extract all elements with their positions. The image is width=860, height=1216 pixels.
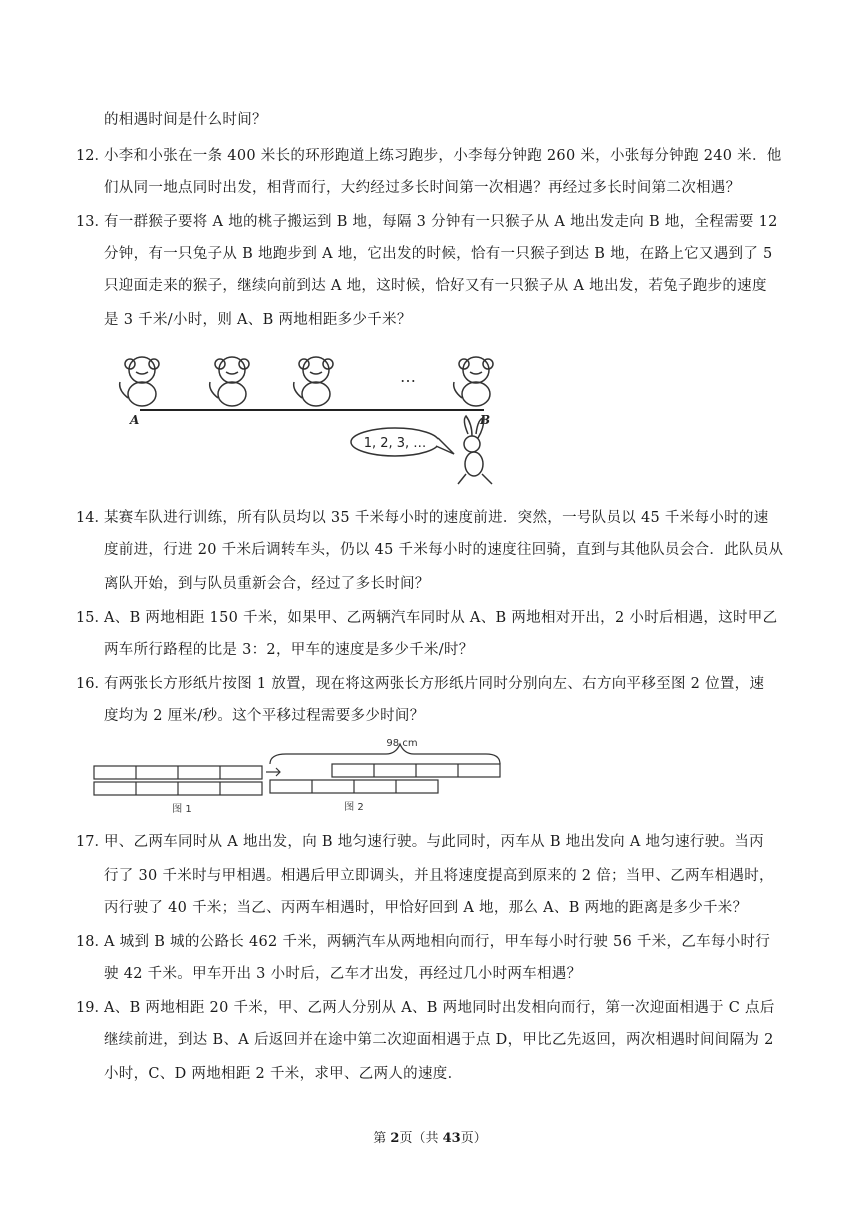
point-b-label: B bbox=[480, 413, 491, 427]
q17-line-2: 行了 30 千米时与甲相遇。相遇后甲立即调头，并且将速度提高到原来的 2 倍；当甲、乙两车相遇时， bbox=[104, 868, 774, 884]
monkey-icon bbox=[120, 357, 159, 406]
q19-line-3: 小时，C、D 两地相距 2 千米，求甲、乙两人的速度． bbox=[104, 1066, 463, 1082]
footer-suffix: 页） bbox=[460, 1131, 487, 1146]
q13-line-4: 是 3 千米/小时，则 A、B 两地相距多少千米？ bbox=[104, 312, 412, 328]
dimension-label: 98 cm bbox=[386, 738, 418, 749]
fig1-caption: 图 1 bbox=[172, 804, 192, 815]
q11-tail-text: 的相遇时间是什么时间？ bbox=[104, 112, 267, 128]
q13-line-1: 有一群猴子要将 A 地的桃子搬运到 B 地，每隔 3 分钟有一只猴子从 A 地出发走向 B 地，全程需要 12 bbox=[104, 214, 778, 230]
q16-number: 16． bbox=[76, 676, 109, 692]
bubble-text: 1, 2, 3, … bbox=[363, 436, 427, 451]
footer-mid: 页（共 bbox=[399, 1131, 443, 1146]
q14-line-1: 某赛车队进行训练，所有队员均以 35 千米每小时的速度前进．突然，一号队员以 45 千米每小时的速 bbox=[104, 510, 769, 526]
fig2-caption: 图 2 bbox=[344, 802, 364, 813]
q18-number: 18． bbox=[76, 934, 109, 950]
monkey-icon bbox=[210, 357, 249, 406]
q12-line-1: 小李和小张在一条 400 米长的环形跑道上练习跑步，小李每分钟跑 260 米，小张每分钟跑 240 米．他 bbox=[104, 148, 782, 164]
q15-line-2: 两车所行路程的比是 3：2，甲车的速度是多少千米/时？ bbox=[104, 642, 474, 658]
monkey-rabbit-figure bbox=[100, 338, 510, 492]
footer-prefix: 第 bbox=[373, 1131, 391, 1146]
arrow-right-icon bbox=[266, 768, 280, 776]
monkey-icon bbox=[294, 357, 333, 406]
q12-number: 12． bbox=[76, 148, 109, 164]
q13-line-3: 只迎面走来的猴子，继续向前到达 A 地，这时候，恰好又有一只猴子从 A 地出发，若兔子跑步的速度 bbox=[104, 278, 767, 294]
q14-number: 14． bbox=[76, 510, 109, 526]
q17-number: 17． bbox=[76, 834, 109, 850]
point-a-label: A bbox=[130, 413, 140, 427]
q16-line-1: 有两张长方形纸片按图 1 放置，现在将这两张长方形纸片同时分别向左、右方向平移至图 2 位置，速 bbox=[104, 676, 765, 692]
q17-line-3: 丙行驶了 40 千米；当乙、丙两车相遇时，甲恰好回到 A 地，那么 A、B 两地的距离是多少千米？ bbox=[104, 900, 748, 916]
paper-strips-figure bbox=[90, 736, 510, 818]
q17-line-1: 甲、乙两车同时从 A 地出发，向 B 地匀速行驶。与此同时，丙车从 B 地出发向 A 地匀速行驶。当丙 bbox=[104, 834, 764, 850]
q13-number: 13． bbox=[76, 214, 109, 230]
q13-line-2: 分钟，有一只兔子从 B 地跑步到 A 地，它出发的时候，恰有一只猴子到达 B 地，在路上它又遇到了 5 bbox=[104, 246, 773, 262]
q18-line-2: 驶 42 千米。甲车开出 3 小时后，乙车才出发，再经过几小时两车相遇？ bbox=[104, 966, 582, 982]
footer-total-pages: 43 bbox=[442, 1131, 461, 1146]
page-footer bbox=[0, 1127, 860, 1146]
q19-line-1: A、B 两地相距 20 千米，甲、乙两人分别从 A、B 两地同时出发相向而行，第一次迎面相遇于 C 点后 bbox=[104, 1000, 775, 1016]
dimension-brace bbox=[270, 744, 500, 764]
q18-line-1: A 城到 B 城的公路长 462 千米，两辆汽车从两地相向而行，甲车每小时行驶 56 千米，乙车每小时行 bbox=[104, 934, 771, 950]
q15-number: 15． bbox=[76, 610, 109, 626]
q19-number: 19． bbox=[76, 1000, 109, 1016]
footer-page-number: 2 bbox=[390, 1131, 400, 1146]
monkey-icon bbox=[454, 357, 493, 406]
ellipsis-text: … bbox=[400, 367, 416, 386]
q14-line-3: 离队开始，到与队员重新会合，经过了多长时间？ bbox=[104, 576, 430, 592]
q16-line-2: 度均为 2 厘米/秒。这个平移过程需要多少时间？ bbox=[104, 708, 425, 724]
q12-line-2: 们从同一地点同时出发，相背而行，大约经过多长时间第一次相遇？再经过多长时间第二次相遇？ bbox=[104, 180, 741, 196]
q15-line-1: A、B 两地相距 150 千米，如果甲、乙两辆汽车同时从 A、B 两地相对开出，2 小时后相遇，这时甲乙 bbox=[104, 610, 778, 626]
q19-line-2: 继续前进，到达 B、A 后返回并在途中第二次迎面相遇于点 D，甲比乙先返回，两次相遇时间间隔为 2 bbox=[104, 1032, 774, 1048]
q14-line-2: 度前进，行进 20 千米后调转车头，仍以 45 千米每小时的速度往回骑，直到与其他队员会合．此队员从 bbox=[104, 542, 784, 558]
